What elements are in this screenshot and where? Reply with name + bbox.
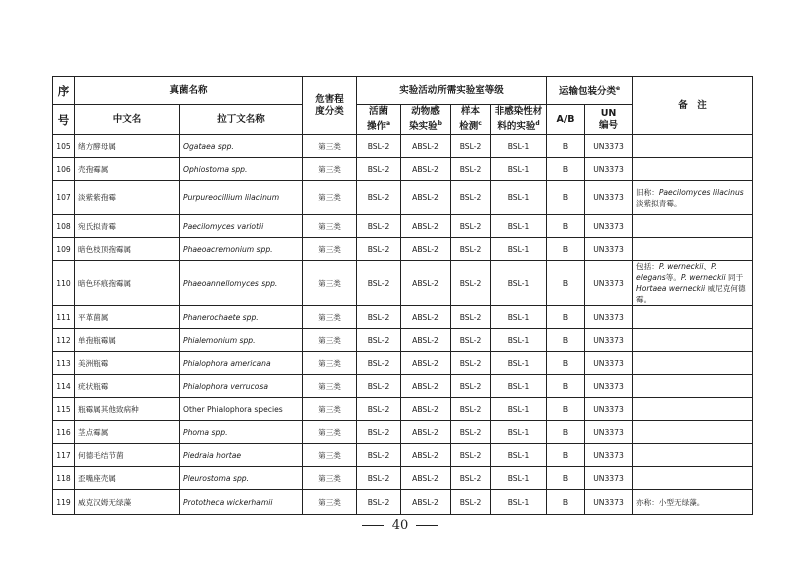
table-row <box>53 352 753 375</box>
table-row <box>53 158 753 181</box>
transport-ab: B <box>547 375 585 398</box>
table-row <box>53 238 753 261</box>
latin-name: Ogataea spp. <box>180 135 303 158</box>
live-culture-level: BSL-2 <box>357 261 401 306</box>
latin-name: Phaeoannellomyces spp. <box>180 261 303 306</box>
remarks <box>633 329 753 352</box>
latin-name: Paecilomyces variotii <box>180 215 303 238</box>
noninfectious-level: BSL-1 <box>491 467 547 490</box>
chinese-name: 淡紫紫孢霉 <box>75 181 180 215</box>
sample-test-level: BSL-2 <box>451 352 491 375</box>
live-culture-level: BSL-2 <box>357 352 401 375</box>
sample-test-level: BSL-2 <box>451 398 491 421</box>
table-row <box>53 181 753 215</box>
transport-ab: B <box>547 181 585 215</box>
chinese-name: 暗色环痕孢霉属 <box>75 261 180 306</box>
un-number: UN3373 <box>585 306 633 329</box>
table-row <box>53 135 753 158</box>
hazard-class: 第三类 <box>303 215 357 238</box>
un-number: UN3373 <box>585 490 633 515</box>
hazard-class: 第三类 <box>303 444 357 467</box>
table-row <box>53 329 753 352</box>
row-number: 106 <box>53 158 75 181</box>
sample-test-level: BSL-2 <box>451 158 491 181</box>
noninfectious-level: BSL-1 <box>491 306 547 329</box>
chinese-name: 单孢瓶霉属 <box>75 329 180 352</box>
sample-test-level: BSL-2 <box>451 181 491 215</box>
row-number: 109 <box>53 238 75 261</box>
hazard-class: 第三类 <box>303 421 357 444</box>
animal-infection-level: ABSL-2 <box>401 329 451 352</box>
noninfectious-header: 非感染性材 料的实验$^d$ <box>491 105 547 135</box>
live-culture-level: BSL-2 <box>357 398 401 421</box>
transport-ab: B <box>547 467 585 490</box>
latin-name: Ophiostoma spp. <box>180 158 303 181</box>
page-number-value: 40 <box>391 518 409 533</box>
animal-infection-level: ABSL-2 <box>401 306 451 329</box>
live-culture-level: BSL-2 <box>357 135 401 158</box>
remarks <box>633 375 753 398</box>
transport-ab: B <box>547 398 585 421</box>
hazard-class: 第三类 <box>303 490 357 515</box>
noninfectious-level: BSL-1 <box>491 490 547 515</box>
row-number: 117 <box>53 444 75 467</box>
row-number: 108 <box>53 215 75 238</box>
live-culture-header: 活菌 操作$^a$ <box>357 105 401 135</box>
un-number: UN3373 <box>585 238 633 261</box>
remarks <box>633 352 753 375</box>
noninfectious-level: BSL-1 <box>491 398 547 421</box>
live-culture-level: BSL-2 <box>357 421 401 444</box>
transport-ab: B <box>547 306 585 329</box>
table-row <box>53 398 753 421</box>
un-number: UN3373 <box>585 215 633 238</box>
sample-test-level: BSL-2 <box>451 329 491 352</box>
chinese-name: 平革菌属 <box>75 306 180 329</box>
latin-name: Prototheca wickerhamii <box>180 490 303 515</box>
un-number: UN3373 <box>585 375 633 398</box>
latin-name: Phanerochaete spp. <box>180 306 303 329</box>
noninfectious-level: BSL-1 <box>491 352 547 375</box>
remarks: 旧称：Paecilomyces lilacinus 淡紫拟青霉。 <box>633 181 753 215</box>
sample-test-level: BSL-2 <box>451 490 491 515</box>
noninfectious-level: BSL-1 <box>491 238 547 261</box>
remarks <box>633 238 753 261</box>
animal-infection-header: 动物感 染实验$^b$ <box>401 105 451 135</box>
row-number: 116 <box>53 421 75 444</box>
transport-ab: B <box>547 490 585 515</box>
noninfectious-level: BSL-1 <box>491 421 547 444</box>
hazard-class: 第三类 <box>303 306 357 329</box>
row-number: 107 <box>53 181 75 215</box>
animal-infection-level: ABSL-2 <box>401 490 451 515</box>
noninfectious-level: BSL-1 <box>491 135 547 158</box>
noninfectious-level: BSL-1 <box>491 329 547 352</box>
chinese-name: 宛氏拟青霉 <box>75 215 180 238</box>
live-culture-level: BSL-2 <box>357 467 401 490</box>
sample-test-level: BSL-2 <box>451 215 491 238</box>
remarks <box>633 306 753 329</box>
chinese-name: 何德毛结节菌 <box>75 444 180 467</box>
remarks <box>633 215 753 238</box>
live-culture-level: BSL-2 <box>357 444 401 467</box>
animal-infection-level: ABSL-2 <box>401 158 451 181</box>
seq-header-top: 序 <box>53 77 75 105</box>
noninfectious-level: BSL-1 <box>491 444 547 467</box>
row-number: 105 <box>53 135 75 158</box>
remarks <box>633 467 753 490</box>
remarks <box>633 444 753 467</box>
table-row <box>53 421 753 444</box>
hazard-class: 第三类 <box>303 329 357 352</box>
table-body <box>53 135 753 515</box>
animal-infection-level: ABSL-2 <box>401 398 451 421</box>
seq-header-bottom: 号 <box>53 105 75 135</box>
sample-test-level: BSL-2 <box>451 467 491 490</box>
chinese-name: 瓶霉属其他致病种 <box>75 398 180 421</box>
chinese-name: 暗色枝顶孢霉属 <box>75 238 180 261</box>
latin-name: Phialophora verrucosa <box>180 375 303 398</box>
row-number: 118 <box>53 467 75 490</box>
latin-name: Other Phialophora species <box>180 398 303 421</box>
hazard-class: 第三类 <box>303 158 357 181</box>
row-number: 110 <box>53 261 75 306</box>
transport-ab: B <box>547 135 585 158</box>
transport-ab: B <box>547 329 585 352</box>
chinese-name: 绪方酵母属 <box>75 135 180 158</box>
live-culture-level: BSL-2 <box>357 158 401 181</box>
hazard-class: 第三类 <box>303 135 357 158</box>
noninfectious-level: BSL-1 <box>491 181 547 215</box>
live-culture-level: BSL-2 <box>357 215 401 238</box>
fungus-table <box>52 76 753 515</box>
hazard-class: 第三类 <box>303 398 357 421</box>
row-number: 114 <box>53 375 75 398</box>
transport-ab: B <box>547 158 585 181</box>
table-row <box>53 375 753 398</box>
hazard-class: 第三类 <box>303 181 357 215</box>
hazard-class: 第三类 <box>303 352 357 375</box>
hazard-class: 第三类 <box>303 375 357 398</box>
transport-ab: B <box>547 261 585 306</box>
hazard-class: 第三类 <box>303 261 357 306</box>
sample-test-level: BSL-2 <box>451 444 491 467</box>
sample-test-header: 样本 检测$^c$ <box>451 105 491 135</box>
table-header <box>53 77 753 135</box>
remarks: 包括：P. werneckii、P. elegans等。P. werneckii 同于 Hortaea werneckii 威尼克何德霉。 <box>633 261 753 306</box>
page-number-dash-left <box>362 525 384 526</box>
animal-infection-level: ABSL-2 <box>401 467 451 490</box>
row-number: 111 <box>53 306 75 329</box>
animal-infection-level: ABSL-2 <box>401 238 451 261</box>
sample-test-level: BSL-2 <box>451 238 491 261</box>
chinese-name: 美洲瓶霉 <box>75 352 180 375</box>
noninfectious-level: BSL-1 <box>491 261 547 306</box>
un-header: UN 编号 <box>585 105 633 135</box>
row-number: 119 <box>53 490 75 515</box>
table-row <box>53 215 753 238</box>
latin-name: Purpureocillium lilacinum <box>180 181 303 215</box>
row-number: 113 <box>53 352 75 375</box>
noninfectious-level: BSL-1 <box>491 158 547 181</box>
remarks <box>633 158 753 181</box>
document-page <box>52 76 752 515</box>
latin-name: Piedraia hortae <box>180 444 303 467</box>
noninfectious-level: BSL-1 <box>491 215 547 238</box>
table-row <box>53 444 753 467</box>
chinese-name-header: 中文名 <box>75 105 180 135</box>
animal-infection-level: ABSL-2 <box>401 421 451 444</box>
animal-infection-level: ABSL-2 <box>401 352 451 375</box>
transport-ab: B <box>547 215 585 238</box>
hazard-header: 危害程 度分类 <box>303 77 357 135</box>
animal-infection-level: ABSL-2 <box>401 215 451 238</box>
live-culture-level: BSL-2 <box>357 181 401 215</box>
un-number: UN3373 <box>585 467 633 490</box>
remarks <box>633 398 753 421</box>
remarks: 亦称：小型无绿藻。 <box>633 490 753 515</box>
row-number: 112 <box>53 329 75 352</box>
sample-test-level: BSL-2 <box>451 135 491 158</box>
animal-infection-level: ABSL-2 <box>401 375 451 398</box>
transport-ab: B <box>547 421 585 444</box>
table-row <box>53 490 753 515</box>
un-number: UN3373 <box>585 135 633 158</box>
table-row <box>53 467 753 490</box>
latin-name: Phoma spp. <box>180 421 303 444</box>
un-number: UN3373 <box>585 421 633 444</box>
chinese-name: 歪嘴座壳属 <box>75 467 180 490</box>
transport-ab: B <box>547 444 585 467</box>
chinese-name: 壳孢霉属 <box>75 158 180 181</box>
latin-name: Phialemonium spp. <box>180 329 303 352</box>
remarks-header: 备 注 <box>633 77 753 135</box>
un-number: UN3373 <box>585 329 633 352</box>
noninfectious-level: BSL-1 <box>491 375 547 398</box>
chinese-name: 茎点霉属 <box>75 421 180 444</box>
latin-name-header: 拉丁文名称 <box>180 105 303 135</box>
live-culture-level: BSL-2 <box>357 375 401 398</box>
animal-infection-level: ABSL-2 <box>401 261 451 306</box>
hazard-class: 第三类 <box>303 238 357 261</box>
sample-test-level: BSL-2 <box>451 306 491 329</box>
un-number: UN3373 <box>585 398 633 421</box>
remarks <box>633 421 753 444</box>
un-number: UN3373 <box>585 352 633 375</box>
transport-header: 运输包装分类$^e$ <box>547 77 633 105</box>
live-culture-level: BSL-2 <box>357 490 401 515</box>
remarks <box>633 135 753 158</box>
live-culture-level: BSL-2 <box>357 329 401 352</box>
sample-test-level: BSL-2 <box>451 261 491 306</box>
transport-ab: B <box>547 238 585 261</box>
row-number: 115 <box>53 398 75 421</box>
fungus-name-header: 真菌名称 <box>75 77 303 105</box>
live-culture-level: BSL-2 <box>357 238 401 261</box>
un-number: UN3373 <box>585 261 633 306</box>
chinese-name: 威克汉姆无绿藻 <box>75 490 180 515</box>
ab-header: A/B <box>547 105 585 135</box>
latin-name: Phialophora americana <box>180 352 303 375</box>
transport-ab: B <box>547 352 585 375</box>
live-culture-level: BSL-2 <box>357 306 401 329</box>
sample-test-level: BSL-2 <box>451 421 491 444</box>
table-row <box>53 261 753 306</box>
latin-name: Phaeoacremonium spp. <box>180 238 303 261</box>
page-number-dash-right <box>416 525 438 526</box>
table-row <box>53 306 753 329</box>
latin-name: Pleurostoma spp. <box>180 467 303 490</box>
hazard-class: 第三类 <box>303 467 357 490</box>
sample-test-level: BSL-2 <box>451 375 491 398</box>
animal-infection-level: ABSL-2 <box>401 444 451 467</box>
page-number <box>0 518 800 533</box>
un-number: UN3373 <box>585 444 633 467</box>
animal-infection-level: ABSL-2 <box>401 181 451 215</box>
chinese-name: 疣状瓶霉 <box>75 375 180 398</box>
animal-infection-level: ABSL-2 <box>401 135 451 158</box>
un-number: UN3373 <box>585 181 633 215</box>
un-number: UN3373 <box>585 158 633 181</box>
lab-level-header: 实验活动所需实验室等级 <box>357 77 547 105</box>
